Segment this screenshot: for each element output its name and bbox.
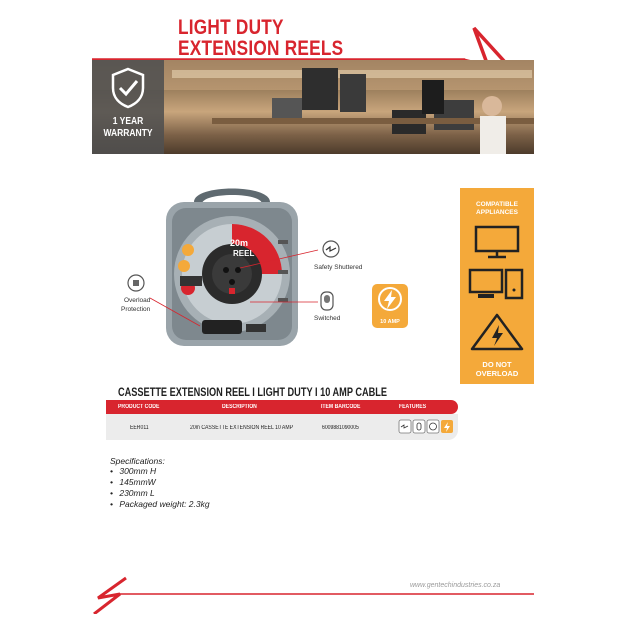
switch-icon bbox=[319, 290, 335, 312]
safety-shutter-icon bbox=[322, 240, 340, 258]
page-title-line2: EXTENSION REELS bbox=[178, 37, 344, 60]
shield-check-icon bbox=[108, 66, 148, 110]
overload-icon bbox=[127, 274, 145, 292]
spec-item: • 145mmW bbox=[110, 477, 156, 487]
spec-height: 300mm H bbox=[119, 466, 157, 476]
col-header-product-code: PRODUCT CODE bbox=[118, 404, 160, 410]
overload-label-line1: Overload bbox=[124, 297, 151, 304]
page-title-line1: LIGHT DUTY bbox=[178, 16, 284, 39]
panel-heading-line1: COMPATIBLE bbox=[475, 201, 518, 208]
ten-amp-feature-icon bbox=[441, 420, 453, 433]
warning-line2: OVERLOAD bbox=[475, 369, 519, 378]
footer-website: www.gentechindustries.co.za bbox=[410, 582, 501, 589]
reel-label-bottom: REEL bbox=[233, 249, 255, 258]
switched-label: Switched bbox=[314, 315, 341, 322]
ten-amp-label: 10 AMP bbox=[380, 319, 400, 325]
switched-feature-icon bbox=[413, 420, 425, 433]
desktop-computer-icon bbox=[460, 266, 534, 302]
spec-width: 145mmW bbox=[119, 477, 156, 487]
warning-line1: DO NOT bbox=[482, 360, 512, 369]
compatible-appliances-panel bbox=[460, 188, 534, 384]
features-icons bbox=[398, 419, 454, 435]
overload-label-line2: Protection bbox=[121, 306, 151, 313]
col-header-features: FEATURES bbox=[399, 404, 427, 410]
cell-description: 20m CASSETTE EXTENSION REEL 10 AMP bbox=[190, 425, 293, 431]
warranty-line1: 1 YEAR bbox=[112, 116, 144, 127]
panel-heading-line2: APPLIANCES bbox=[476, 209, 518, 216]
cell-barcode: 6009881090005 bbox=[322, 425, 359, 431]
safety-shuttered-label: Safety Shuttered bbox=[314, 264, 363, 271]
ten-amp-badge bbox=[372, 284, 408, 328]
spec-weight: Packaged weight: 2.3kg bbox=[119, 499, 210, 509]
section-title: CASSETTE EXTENSION REEL I LIGHT DUTY I 10 AMP CABLE bbox=[118, 387, 388, 399]
spec-item: • 300mm H bbox=[110, 466, 157, 476]
tv-icon bbox=[460, 223, 534, 259]
spec-length: 230mm L bbox=[119, 488, 155, 498]
col-header-description: DESCRIPTION bbox=[222, 404, 257, 410]
spec-item: • 230mm L bbox=[110, 488, 155, 498]
spec-item: • Packaged weight: 2.3kg bbox=[110, 499, 210, 509]
specifications-heading: Specifications: bbox=[110, 456, 165, 466]
reel-label-top: 20m bbox=[230, 238, 249, 248]
callout-lines bbox=[130, 240, 330, 340]
safety-shutter-feature-icon bbox=[399, 420, 411, 433]
overload-feature-icon bbox=[427, 420, 439, 433]
cell-product-code: EER011 bbox=[130, 425, 149, 431]
warranty-badge bbox=[92, 60, 164, 154]
warranty-line2: WARRANTY bbox=[103, 128, 153, 139]
high-voltage-warning-icon bbox=[460, 311, 534, 353]
lightning-icon bbox=[372, 284, 408, 314]
col-header-item-barcode: ITEM BARCODE bbox=[321, 404, 361, 410]
lightning-logo-bottom bbox=[90, 574, 540, 614]
